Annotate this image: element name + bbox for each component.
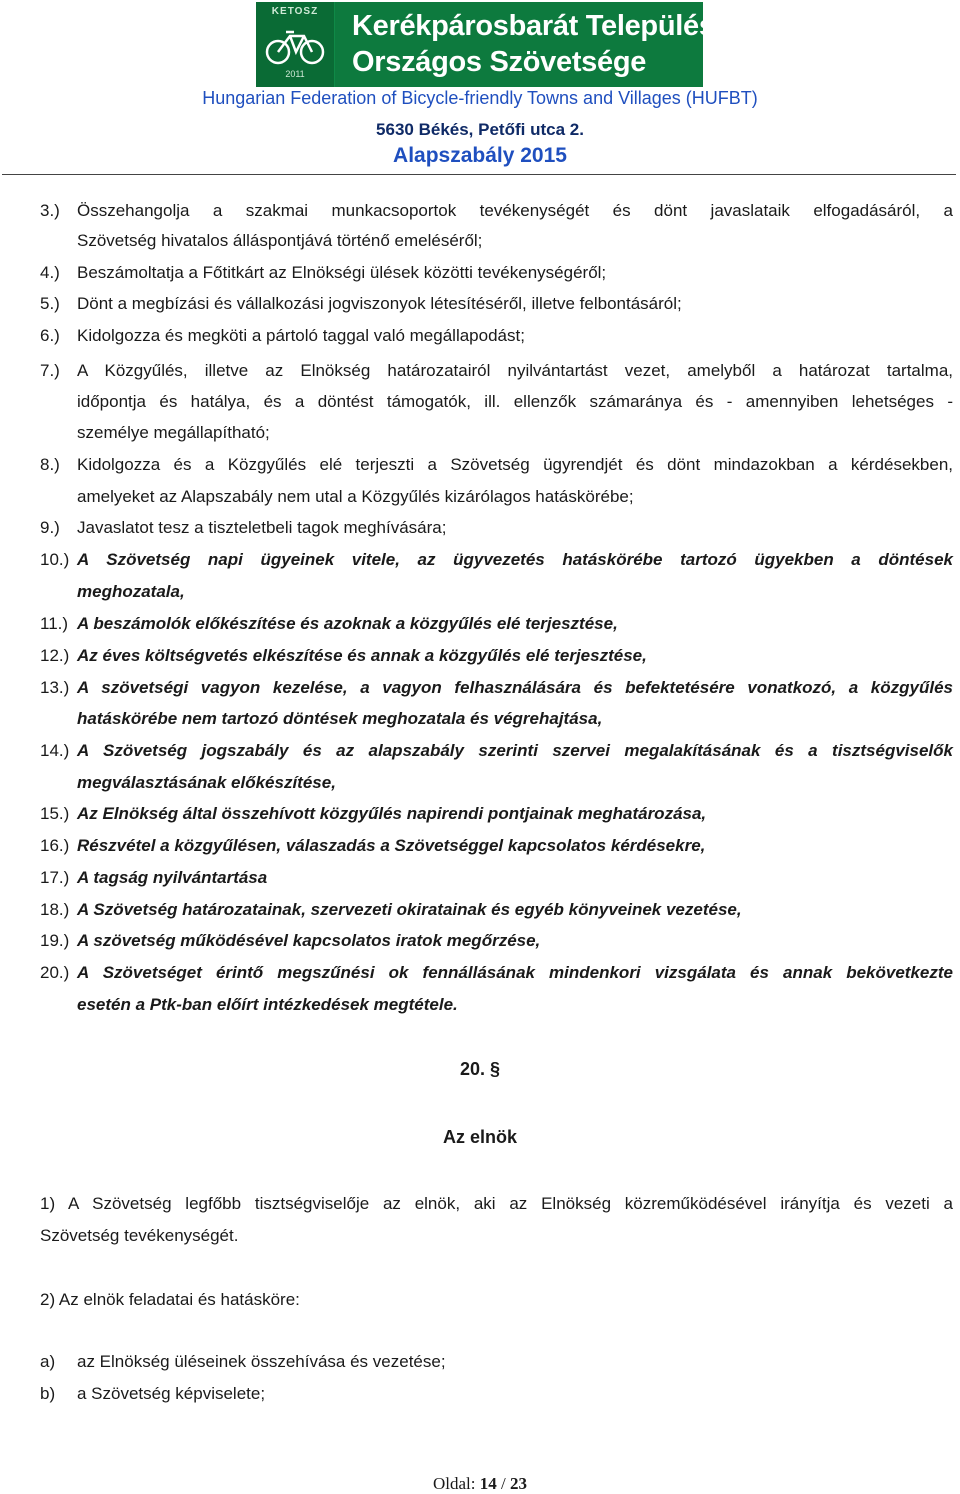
document-title: Alapszabály 2015 — [393, 144, 567, 167]
section-number: 20. § — [459, 1059, 501, 1079]
list-item-text-continued: személye megállapítható; — [77, 423, 270, 442]
sub-item-text: az Elnökség üléseinek összehívása és vezetése; — [77, 1352, 446, 1371]
page-header — [0, 0, 960, 178]
list-item-number: 3.) — [40, 201, 60, 220]
list-item-number: 14.) — [40, 741, 70, 760]
list-item-number: 10.) — [40, 550, 70, 569]
sub-item-label: a) — [40, 1352, 56, 1371]
list-item-text: Összehangolja a szakmai munkacsoportok tevékenységét és dönt javaslataik elfogadásáról, a — [77, 201, 953, 220]
list-item-number: 11.) — [40, 614, 69, 633]
paragraph-1: 1) A Szövetség legfőbb tisztségviselője az elnök, aki az Elnökség közreműködésével irányítja és vezeti a — [40, 1194, 953, 1213]
list-item-number: 17.) — [40, 868, 70, 887]
list-item-number: 13.) — [40, 678, 70, 697]
list-item-text: Az Elnökség által összehívott közgyűlés napirendi pontjainak meghatározása, — [77, 804, 707, 823]
list-item-text-continued: meghozatala, — [77, 582, 185, 601]
list-item-number: 5.) — [40, 294, 60, 313]
list-item-number: 9.) — [40, 518, 60, 537]
list-item-text-continued: esetén a Ptk-ban előírt intézkedések megtétele. — [77, 995, 458, 1014]
list-item-text: A beszámolók előkészítése és azoknak a közgyűlés elé terjesztése, — [77, 614, 618, 633]
list-item-text: A szövetség működésével kapcsolatos iratok megőrzése, — [77, 931, 541, 950]
list-item-number: 19.) — [40, 931, 70, 950]
sub-item-label: b) — [40, 1384, 56, 1403]
logo-title-line1: Kerékpárosbarát Települések — [352, 10, 747, 42]
list-item-text: A tagság nyilvántartása — [77, 868, 268, 887]
list-item-text: Kidolgozza és a Közgyűlés elé terjeszti a Szövetség ügyrendjét és dönt mindazokban a kérdésekben, — [77, 455, 953, 474]
list-item-text-continued: időpontja és hatálya, és a döntést támogatók, ill. ellenzők számaránya és - amennyiben lehetséges - — [77, 392, 953, 411]
list-item-number: 4.) — [40, 263, 60, 282]
cyclist-emblem — [256, 2, 335, 87]
organization-english-name: Hungarian Federation of Bicycle-friendly Towns and Villages (HUFBT) — [202, 88, 758, 108]
page-footer — [0, 1474, 960, 1494]
list-item-text: Részvétel a közgyűlésen, válaszadás a Szövetséggel kapcsolatos kérdésekre, — [77, 836, 706, 855]
list-item-text: Javaslatot tesz a tiszteletbeli tagok meghívására; — [77, 518, 447, 537]
emblem-text: KETOSZ — [271, 6, 319, 17]
list-item-number: 16.) — [40, 836, 70, 855]
header-divider — [2, 174, 956, 175]
list-item-text-continued: hatáskörébe nem tartozó döntések meghozatala és végrehajtása, — [77, 709, 603, 728]
page-number: 14 — [479, 1474, 497, 1493]
list-item-text: A Szövetség határozatainak, szervezeti okiratainak és egyéb könyveinek vezetése, — [77, 900, 742, 919]
sub-item-text: a Szövetség képviselete; — [77, 1384, 266, 1403]
federation-logo — [256, 2, 747, 87]
paragraph-2: 2) Az elnök feladatai és hatásköre: — [40, 1290, 300, 1309]
list-item-text: A Szövetség napi ügyeinek vitele, az ügyvezetés hatáskörébe tartozó ügyekben a döntések — [77, 550, 953, 569]
list-item-number: 15.) — [40, 804, 70, 823]
list-item-text: A Szövetség jogszabály és az alapszabály szerinti szervei megalakításának és a tisztségviselők — [77, 741, 953, 760]
paragraph-1-continued: Szövetség tevékenységét. — [40, 1226, 239, 1245]
list-item-number: 7.) — [40, 361, 60, 380]
list-item-text: A Közgyűlés, illetve az Elnökség határozatairól nyilvántartást vezet, amelyből a határozat tartalma, — [77, 361, 953, 380]
list-item-text-continued: megválasztásának előkészítése, — [77, 773, 336, 792]
list-item-number: 18.) — [40, 900, 70, 919]
list-item-number: 6.) — [40, 326, 60, 345]
logo-title-line2: Országos Szövetsége — [352, 46, 647, 78]
list-item-text: Dönt a megbízási és vállalkozási jogviszonyok létesítéséről, illetve felbontásáról; — [77, 294, 682, 313]
organization-address: 5630 Békés, Petőfi utca 2. — [376, 120, 584, 139]
list-item-text: A Szövetséget érintő megszűnési ok fennállásának mindenkori vizsgálata és annak bekövetkezte — [77, 963, 953, 982]
list-item-number: 8.) — [40, 455, 60, 474]
page-separator: / — [501, 1474, 506, 1493]
list-item-text-continued: Szövetség hivatalos álláspontjává történő emeléséről; — [77, 231, 483, 250]
page-total: 23 — [509, 1474, 527, 1493]
list-item-text: Az éves költségvetés elkészítése és annak a közgyűlés elé terjesztése, — [77, 646, 647, 665]
emblem-year: 2011 — [285, 69, 305, 79]
list-item-number: 20.) — [40, 963, 70, 982]
bicycle-icon — [264, 22, 326, 66]
section-title: Az elnök — [442, 1127, 517, 1147]
list-item-text: Kidolgozza és megköti a pártoló taggal való megállapodást; — [77, 326, 525, 345]
list-item-text: Beszámoltatja a Főtitkárt az Elnökségi ülések közötti tevékenységéről; — [77, 263, 607, 282]
list-item-number: 12.) — [40, 646, 70, 665]
page-label: Oldal: — [433, 1474, 476, 1493]
list-item-text: A szövetségi vagyon kezelése, a vagyon felhasználására és befektetésére vonatkozó, a közgyűlés — [77, 678, 953, 697]
list-item-text-continued: amelyeket az Alapszabály nem utal a Közgyűlés kizárólagos hatáskörébe; — [77, 487, 634, 506]
